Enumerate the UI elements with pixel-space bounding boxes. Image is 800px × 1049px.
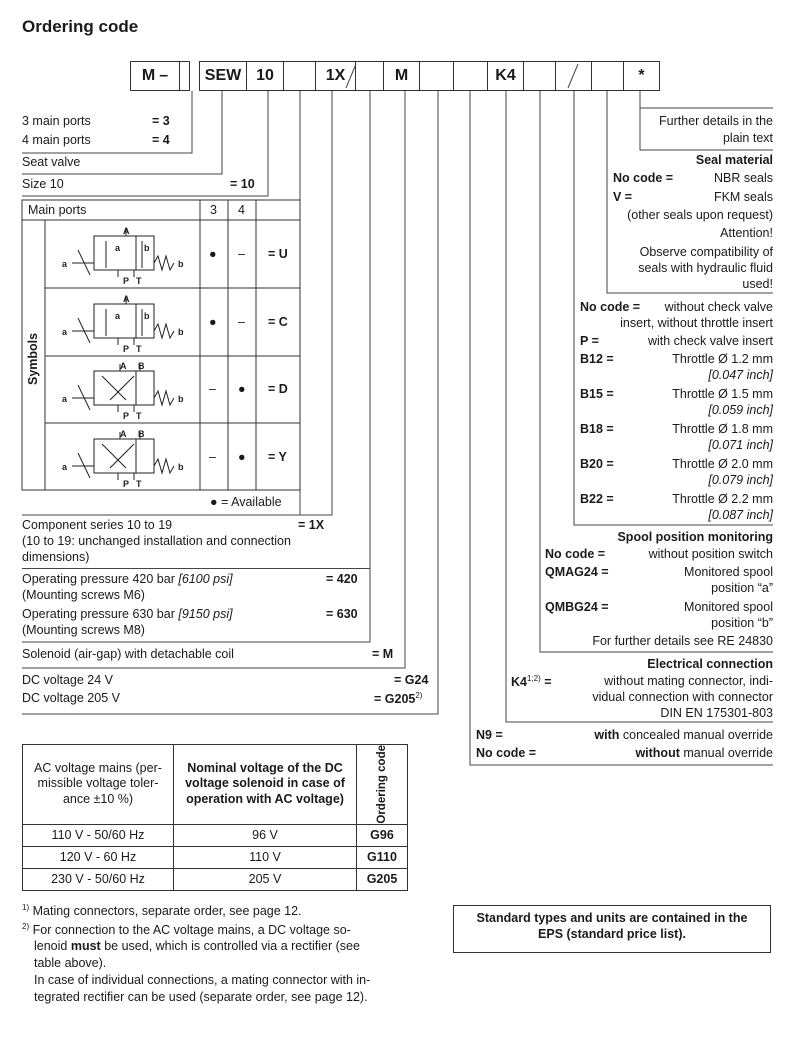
k4-text1: without mating connector, indi-: [604, 674, 773, 688]
solenoid-code: = M: [372, 647, 394, 661]
sym-y-c3: –: [209, 450, 216, 464]
attention-2: Observe compatibility of: [639, 245, 773, 259]
sym-y-code: = Y: [268, 450, 287, 464]
svg-text:T: T: [136, 411, 142, 421]
throttle-code: B12 =: [580, 352, 614, 366]
ac-header-1: AC voltage mains (per- missible voltage toler- ance ±10 %): [23, 745, 174, 825]
sym-d-c3: –: [209, 382, 216, 396]
throttle-code: B20 =: [580, 457, 614, 471]
code-box-1x: 1X: [316, 61, 356, 91]
valve-symbols: [72, 229, 174, 480]
check-nocode: No code =: [580, 300, 641, 314]
footnote-2: $^{2)}$ For connection to the AC voltage mains, a DC voltage so-: [22, 922, 351, 938]
throttle-code: B18 =: [580, 422, 614, 436]
symbols-label: Symbols: [26, 332, 40, 385]
svg-text:P: P: [123, 479, 130, 489]
svg-text:T: T: [136, 344, 142, 354]
spool-title: Spool position monitoring: [617, 530, 773, 544]
svg-text:B: B: [138, 429, 145, 439]
attention-3: seals with hydraulic fluid: [638, 261, 773, 275]
p420-code: = 420: [326, 572, 358, 586]
dc24-label: DC voltage 24 V: [22, 673, 114, 687]
seal-nbr: NBR seals: [713, 171, 773, 185]
throttle-inch: [0.079 inch]: [708, 473, 773, 487]
sym-d-c4: ●: [238, 382, 246, 396]
seal-fkm: FKM seals: [713, 190, 773, 204]
seal-other: (other seals upon request): [627, 208, 773, 222]
dc24-code: = G24: [394, 673, 429, 687]
qmbg-text2: position “b”: [711, 616, 773, 630]
p630-note: (Mounting screws M8): [22, 623, 145, 637]
throttle-inch: [0.087 inch]: [708, 508, 773, 522]
table-row: 230 V - 50/60 Hz 205 V G205: [23, 868, 408, 890]
svg-text:a: a: [115, 243, 121, 253]
code-box-10: 10: [247, 61, 284, 91]
svg-text:T: T: [136, 479, 142, 489]
seat-valve-label: Seat valve: [22, 155, 81, 169]
svg-text:b: b: [178, 462, 184, 472]
qmag-text1: Monitored spool: [684, 565, 773, 579]
qmag-text2: position “a”: [711, 581, 773, 595]
svg-text:P: P: [123, 411, 130, 421]
spool-nocode: No code =: [545, 547, 606, 561]
series-note2: dimensions): [22, 550, 90, 564]
sym-u-c3: ●: [209, 247, 217, 261]
col4-header: 4: [238, 203, 245, 217]
ports3-label: 3 main ports: [22, 114, 91, 128]
n9-code: N9 =: [476, 728, 503, 742]
k4-text3: DIN EN 175301-803: [660, 706, 773, 720]
ports4-code: = 4: [152, 133, 170, 147]
solenoid-label: Solenoid (air-gap) with detachable coil: [22, 647, 234, 661]
svg-text:B: B: [138, 361, 145, 371]
ac-voltage-table: [22, 744, 408, 891]
spool-nocode-text: without position switch: [648, 547, 773, 561]
throttle-inch: [0.071 inch]: [708, 438, 773, 452]
svg-text:A: A: [120, 361, 127, 371]
sym-c-code: = C: [268, 315, 288, 329]
further-1: Further details in the: [659, 114, 773, 128]
page-title: Ordering code: [22, 17, 139, 36]
code-box-k4: K4: [488, 61, 524, 91]
ports4-label: 4 main ports: [22, 133, 91, 147]
size-label: Size 10: [22, 177, 64, 191]
svg-text:b: b: [178, 327, 184, 337]
p420-note: (Mounting screws M6): [22, 588, 145, 602]
svg-text:P: P: [123, 344, 130, 354]
k4-code: K4$^{1;2)}$ =: [511, 674, 552, 690]
further-2: plain text: [722, 131, 773, 145]
check-text2: insert, without throttle insert: [620, 316, 773, 330]
svg-text:b: b: [144, 243, 150, 253]
qmbg-code: QMBG24 =: [545, 600, 609, 614]
n9-nocode: No code =: [476, 746, 537, 760]
svg-text:b: b: [144, 311, 150, 321]
standard-types-note: Standard types and units are contained in the EPS (standard price list).: [453, 905, 771, 953]
throttle-text: Throttle Ø 2.2 mm: [672, 492, 773, 506]
sym-u-c4: –: [238, 247, 245, 261]
check-text1: without check valve: [664, 300, 773, 314]
seal-title: Seal material: [695, 153, 773, 167]
sym-c-c4: –: [238, 315, 245, 329]
seal-v: V =: [613, 190, 633, 204]
throttle-code: B15 =: [580, 387, 614, 401]
n9-text: with concealed manual override: [594, 728, 773, 742]
seal-nocode: No code =: [613, 171, 674, 185]
ports3-code: = 3: [152, 114, 170, 128]
throttle-text: Throttle Ø 1.5 mm: [672, 387, 773, 401]
throttle-code: B22 =: [580, 492, 614, 506]
throttle-text: Throttle Ø 2.0 mm: [672, 457, 773, 471]
footnote-2-line3: table above).: [34, 956, 107, 970]
attention-1: Attention!: [720, 226, 773, 240]
check-p-text: with check valve insert: [647, 334, 773, 348]
table-row: 120 V - 60 Hz 110 V G110: [23, 846, 408, 868]
throttle-text: Throttle Ø 1.8 mm: [672, 422, 773, 436]
check-p: P =: [580, 334, 599, 348]
footnote-2-line2: lenoid must be used, which is controlled via a rectifier (see: [34, 939, 360, 953]
svg-text:b: b: [178, 259, 184, 269]
footnote-2-line5: tegrated rectifier can be used (separate order, see page 12).: [34, 990, 368, 1004]
svg-text:T: T: [136, 276, 142, 286]
size-code: = 10: [230, 177, 255, 191]
dc205-code: = $G205^{2)}$: [374, 691, 423, 707]
code-box-star: *: [624, 61, 660, 91]
svg-text:a: a: [62, 394, 68, 404]
svg-text:P: P: [123, 276, 130, 286]
svg-text:a: a: [62, 462, 68, 472]
svg-text:a: a: [115, 311, 121, 321]
spool-ref: For further details see RE 24830: [592, 634, 773, 648]
dc205-label: DC voltage 205 V: [22, 691, 120, 705]
available-legend: ● = Available: [210, 495, 282, 509]
svg-text:a: a: [62, 327, 68, 337]
code-box-sew: SEW: [199, 61, 247, 91]
code-box-m: M –: [130, 61, 180, 91]
p630-label: Operating pressure 630 bar [9150 psi]: [22, 607, 233, 621]
sym-u-code: = U: [268, 247, 288, 261]
svg-text:A: A: [123, 226, 130, 236]
n9-nocode-text: without manual override: [635, 746, 773, 760]
qmag-code: QMAG24 =: [545, 565, 609, 579]
sym-c-c3: ●: [209, 315, 217, 329]
code-box-m2: M: [384, 61, 420, 91]
main-ports-header: Main ports: [28, 203, 87, 217]
footnote-1: $^{1)}$ Mating connectors, separate order, see page 12.: [22, 903, 302, 919]
p630-code: = 630: [326, 607, 358, 621]
ac-header-3: Ordering code: [357, 745, 408, 825]
series-label: Component series 10 to 19: [22, 518, 173, 532]
col3-header: 3: [210, 203, 217, 217]
sym-y-c4: ●: [238, 450, 246, 464]
throttle-text: Throttle Ø 1.2 mm: [672, 352, 773, 366]
throttle-inch: [0.059 inch]: [708, 403, 773, 417]
ac-header-2: Nominal voltage of the DC voltage solenoid in case of operation with AC voltage): [174, 745, 357, 825]
attention-4: used!: [742, 277, 773, 291]
divider: [22, 568, 370, 569]
svg-text:b: b: [178, 394, 184, 404]
svg-text:A: A: [123, 294, 130, 304]
series-code: = 1X: [298, 518, 325, 532]
table-row: 110 V - 50/60 Hz 96 V G96: [23, 824, 408, 846]
svg-text:a: a: [62, 259, 68, 269]
p420-label: Operating pressure 420 bar [6100 psi]: [22, 572, 233, 586]
svg-text:A: A: [120, 429, 127, 439]
elec-title: Electrical connection: [647, 657, 773, 671]
throttle-inch: [0.047 inch]: [708, 368, 773, 382]
footnote-2-line4: In case of individual connections, a mating connector with in-: [34, 973, 371, 987]
k4-text2: vidual connection with connector: [592, 690, 773, 704]
sym-d-code: = D: [268, 382, 288, 396]
qmbg-text1: Monitored spool: [684, 600, 773, 614]
series-note1: (10 to 19: unchanged installation and connection: [22, 534, 291, 548]
